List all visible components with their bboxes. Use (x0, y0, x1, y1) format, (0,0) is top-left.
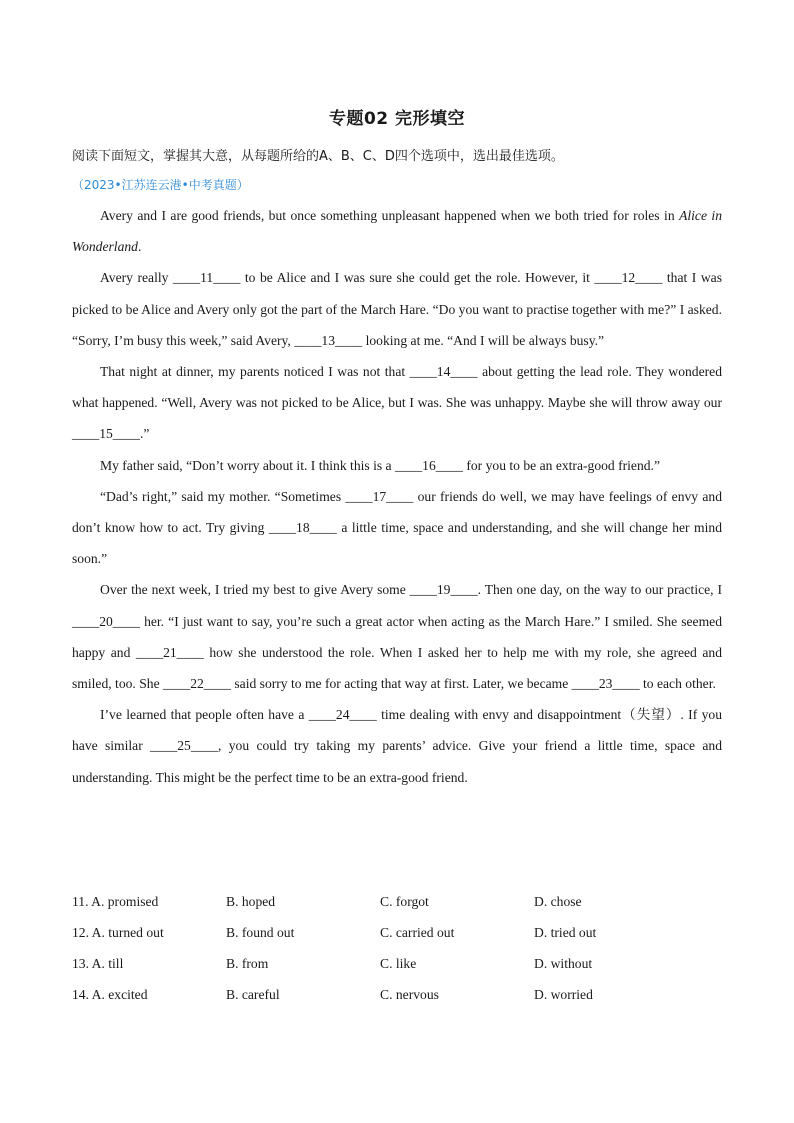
paragraph-2: Avery really ____11____ to be Alice and I was sure she could get the role. However, it ____12____ that I was picked to be Alice and Avery only got the part of the March Hare. “Do you want to practise together with me?” I asked. “Sorry, I’m busy this week,” said Avery, ____13____ looking at me. “And I will be always busy.” (72, 270, 722, 348)
question-12-options (72, 917, 732, 948)
paragraph-7: I’ve learned that people often have a ____24____ time dealing with envy and disappointment（失望）. If you have similar ____25____, you could try taking my parents’ advice. Give your friend a little time, space and understanding. This might be the perfect time to be an extra-good friend. (72, 707, 722, 785)
options-list (72, 886, 732, 1010)
option-a: 13. A. till (72, 956, 124, 971)
option-a: 12. A. turned out (72, 925, 164, 940)
option-c: C. like (380, 956, 417, 971)
option-d: D. without (534, 956, 593, 971)
option-b: B. careful (226, 987, 280, 1002)
question-14-options (72, 979, 732, 1010)
option-d: D. worried (534, 987, 593, 1002)
option-d: D. tried out (534, 925, 597, 940)
option-c: C. nervous (380, 987, 439, 1002)
paragraph-6: Over the next week, I tried my best to give Avery some ____19____. Then one day, on the way to our practice, I ____20____ her. “I just want to say, you’re such a great actor when acting as the March Hare.” I smiled. She seemed happy and ____21____ how she understood the role. When I asked her to help me with my role, she agreed and smiled, too. She ____22____ said sorry to me for acting that way at first. Later, we became ____23____ to each other. (72, 582, 722, 692)
page-title: 专题02 完形填空 (328, 109, 466, 129)
paragraph-1-end: . (137, 239, 142, 255)
option-b: B. found out (226, 925, 295, 940)
paragraph-4: My father said, “Don’t worry about it. I think this is a ____16____ for you to be an extra-good friend.” (100, 457, 660, 473)
source-label: （2023•江苏连云港•中考真题） (72, 178, 249, 192)
option-a: 11. A. promised (72, 894, 159, 909)
paragraph-3: That night at dinner, my parents noticed I was not that ____14____ about getting the lead role. They wondered what happened. “Well, Avery was not picked to be Alice, but I was. She was unhappy. Maybe she will throw away our ____15____.” (72, 364, 722, 442)
instruction-text: 阅读下面短文，掌握其大意，从每题所给的A、B、C、D四个选项中，选出最佳选项。 (72, 149, 564, 164)
paragraph-5: “Dad’s right,” said my mother. “Sometimes ____17____ our friends do well, we may have feelings of envy and don’t know how to act. Try giving ____18____ a little time, space and understanding, and she will change her mind soon.” (72, 488, 722, 567)
paragraph-1-text: Avery and I are good friends, but once something unpleasant happened when we both tried for roles in (100, 208, 680, 223)
option-b: B. from (226, 956, 269, 971)
option-c: C. carried out (380, 925, 455, 940)
question-11-options (72, 886, 732, 917)
option-b: B. hoped (226, 894, 276, 909)
option-c: C. forgot (380, 894, 429, 909)
paragraph-1 (72, 200, 722, 262)
option-a: 14. A. excited (72, 987, 148, 1002)
passage (72, 200, 722, 793)
book-title: Alice in Wonderland (72, 208, 722, 255)
option-d: D. chose (534, 894, 582, 909)
question-13-options (72, 948, 732, 979)
